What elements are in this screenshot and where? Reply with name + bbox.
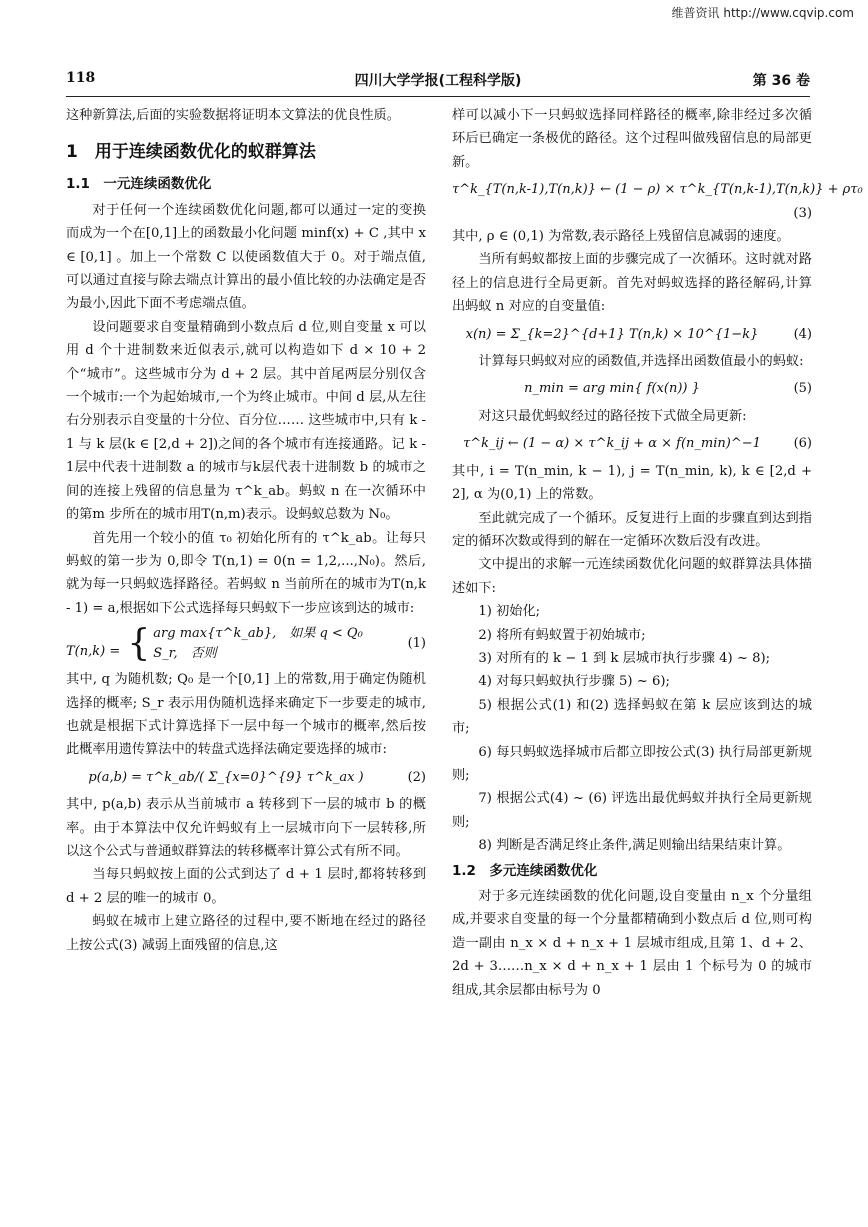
list-item: 8) 判断是否满足终止条件,满足则输出结果结束计算。 [478,838,791,854]
equation-number: (2) [407,769,426,785]
subsection-heading: 1.2 多元连续函数优化 [452,862,598,879]
section-heading: 1 用于连续函数优化的蚁群算法 [66,142,316,163]
equation-body: x(n) = Σ_{k=2}^{d+1} T(n,k) × 10^{1−k} [465,326,759,342]
equation-number: (1) [407,636,426,652]
equation-body: n_min = arg min{ f(x(n)) } [524,381,700,397]
paragraph: 其中, i = T(n_min, k − 1), j = T(n_min, k), k ∈ [2,d + 2], α 为(0,1) 上的常数。 [452,463,812,503]
equation-lhs: T(n,k) = [66,644,121,660]
equation-body: τ^k_ij ← (1 − α) × τ^k_ij + α × f(n_min)^−1 [463,436,761,452]
journal-title: 四川大学学报(工程科学版) [354,73,522,89]
paragraph: 文中提出的求解一元连续函数优化问题的蚁群算法具体描述如下: [452,557,812,596]
paragraph: 其中, p(a,b) 表示从当前城市 a 转移到下一层的城市 b 的概率。由于本算法中仅允许蚂蚁有上一层城市向下一层转移,所以这个公式与普通蚁群算法的转移概率计算公式有所不同。 [66,797,426,859]
list-item: 4) 对每只蚂蚁执行步骤 5) ~ 6); [478,674,670,690]
case-line: arg max{τ^k_ab}, 如果 q < Q₀ [153,626,363,642]
paragraph: 至此就完成了一个循环。反复进行上面的步骤直到达到指定的循环次数或得到的解在一定循环次数后没有改进。 [452,510,812,549]
header-rule [66,96,810,97]
page-number: 118 [66,70,96,86]
equation-3 [452,178,863,201]
paragraph: 其中, q 为随机数; Q₀ 是一个[0,1] 上的常数,用于确定伪随机选择的概率; S_r 表示用伪随机选择来确定下一步要走的城市,也就是根据下式计算选择下一层中每一个城市的概率,然后按此概率用遗传算法中的转盘式选择法确定要选择的城市: [66,672,426,758]
equation-number: (4) [793,326,812,342]
algorithm-steps [452,600,812,857]
case-line: S_r, 否则 [153,646,217,662]
brace-glyph: { [127,623,151,665]
paragraph: 对于任何一个连续函数优化问题,都可以通过一定的变换而成为一个在[0,1]上的函数最小化问题 minf(x) + C ,其中 x ∈ [0,1] 。加上一个常数 C 以使函数值大于 0。对于端点值,可以通过直接与除去端点计算出的最小值比较的办法确定是否为最小,因此下面不考虑端点值。 [66,202,426,312]
equation-1 [66,624,426,664]
paragraph: 蚂蚁在城市上建立路径的过程中,要不断地在经过的路径上按公式(3) 减弱上面残留的信息,这 [66,914,426,953]
paragraph: 对于多元连续函数的优化问题,设自变量由 n_x 个分量组成,并要求自变量的每一个分量都精确到小数点后 d 位,则可构造一副由 n_x × d + n_x + 1 层城市组成,且第 1、d + 2、2d + 3……n_x × d + n_x + 1 层由 1 个标号为 0 的城市组成,其余层都由标号为 0 [452,889,812,998]
equation-2 [66,766,426,789]
source-watermark: 维普资讯 http://www.cqvip.com [671,6,854,20]
list-item: 3) 对所有的 k − 1 到 k 层城市执行步骤 4) ~ 8); [478,650,771,666]
list-item: 2) 将所有蚂蚁置于初始城市; [478,627,646,643]
paragraph: 首先用一个较小的值 τ₀ 初始化所有的 τ^k_ab。让每只蚂蚁的第一步为 0,即令 T(n,1) = 0(n = 1,2,...,N₀)。然后,就为每一只蚂蚁选择路径。若蚂蚁 n 当前所在的城市为T(n,k - 1) = a,根据如下公式选择每只蚂蚁下一步应该到达的城市: [66,530,426,616]
equation-6 [452,432,812,455]
equation-4 [452,323,812,346]
subsection-heading: 1.1 一元连续函数优化 [66,176,212,193]
case-block [124,624,362,664]
list-item: 7) 根据公式(4) ~ (6) 评选出最优蚂蚁并执行全局更新规则; [452,791,812,830]
right-column [452,104,863,1002]
equation-number: (3) [793,205,812,221]
list-item: 1) 初始化; [478,604,541,620]
paragraph: 样可以减小下一只蚂蚁选择同样路径的概率,除非经过多次循环后已确定一条极优的路径。这个过程叫做残留信息的局部更新。 [452,108,812,170]
list-item: 5) 根据公式(1) 和(2) 选择蚂蚁在第 k 层应该到达的城市; [452,697,812,737]
volume-label: 第 36 卷 [752,73,810,89]
list-item: 6) 每只蚂蚁选择城市后都立即按公式(3) 执行局部更新规则; [452,744,812,783]
paragraph: 设问题要求自变量精确到小数点后 d 位,则自变量 x 可以用 d 个十进制数来近似表示,就可以构造如下 d × 10 + 2 个“城市”。这些城市分为 d + 2 层。其中首尾两层分别仅含一个城市:一个为起始城市,一个为终止城市。中间 d 层,从左往右分别表示自变量的十分位、百分位…… 这些城市中,只有 k - 1 与 k 层(k ∈ [2,d + 2])之间的各个城市有连接通路。记 k - 1层中代表十进制数 a 的城市与k层代表十进制数 b 的城市之间的连接上残留的信息量为 τ^k_ab。蚂蚁 n 在一次循环中的第m 步所在的城市用T(n,m)表示。设蚂蚁总数为 N₀。 [66,319,426,523]
equation-number: (5) [793,381,812,397]
paragraph: 当所有蚂蚁都按上面的步骤完成了一次循环。这时就对路径上的信息进行全局更新。首先对蚂蚁选择的路径解码,计算出蚂蚁 n 对应的自变量值: [452,252,812,315]
equation-number: (6) [793,436,812,452]
left-column [66,104,426,957]
running-header [66,70,810,90]
paragraph: 其中, ρ ∈ (0,1) 为常数,表示路径上残留信息减弱的速度。 [452,229,790,245]
paragraph: 对这只最优蚂蚁经过的路径按下式做全局更新: [478,408,747,424]
paragraph: 这种新算法,后面的实验数据将证明本文算法的优良性质。 [66,108,400,123]
equation-body: p(a,b) = τ^k_ab/( Σ_{x=0}^{9} τ^k_ax ) [88,769,364,785]
paragraph: 当每只蚂蚁按上面的公式到达了 d + 1 层时,都将转移到 d + 2 层的唯一的城市 0。 [66,867,426,906]
equation-5 [452,377,812,400]
equation-body: τ^k_{T(n,k-1),T(n,k)} ← (1 − ρ) × τ^k_{T(n,k-1),T(n,k)} + ρτ₀ [452,182,863,198]
paragraph: 计算每只蚂蚁对应的函数值,并选择出函数值最小的蚂蚁: [478,354,804,370]
